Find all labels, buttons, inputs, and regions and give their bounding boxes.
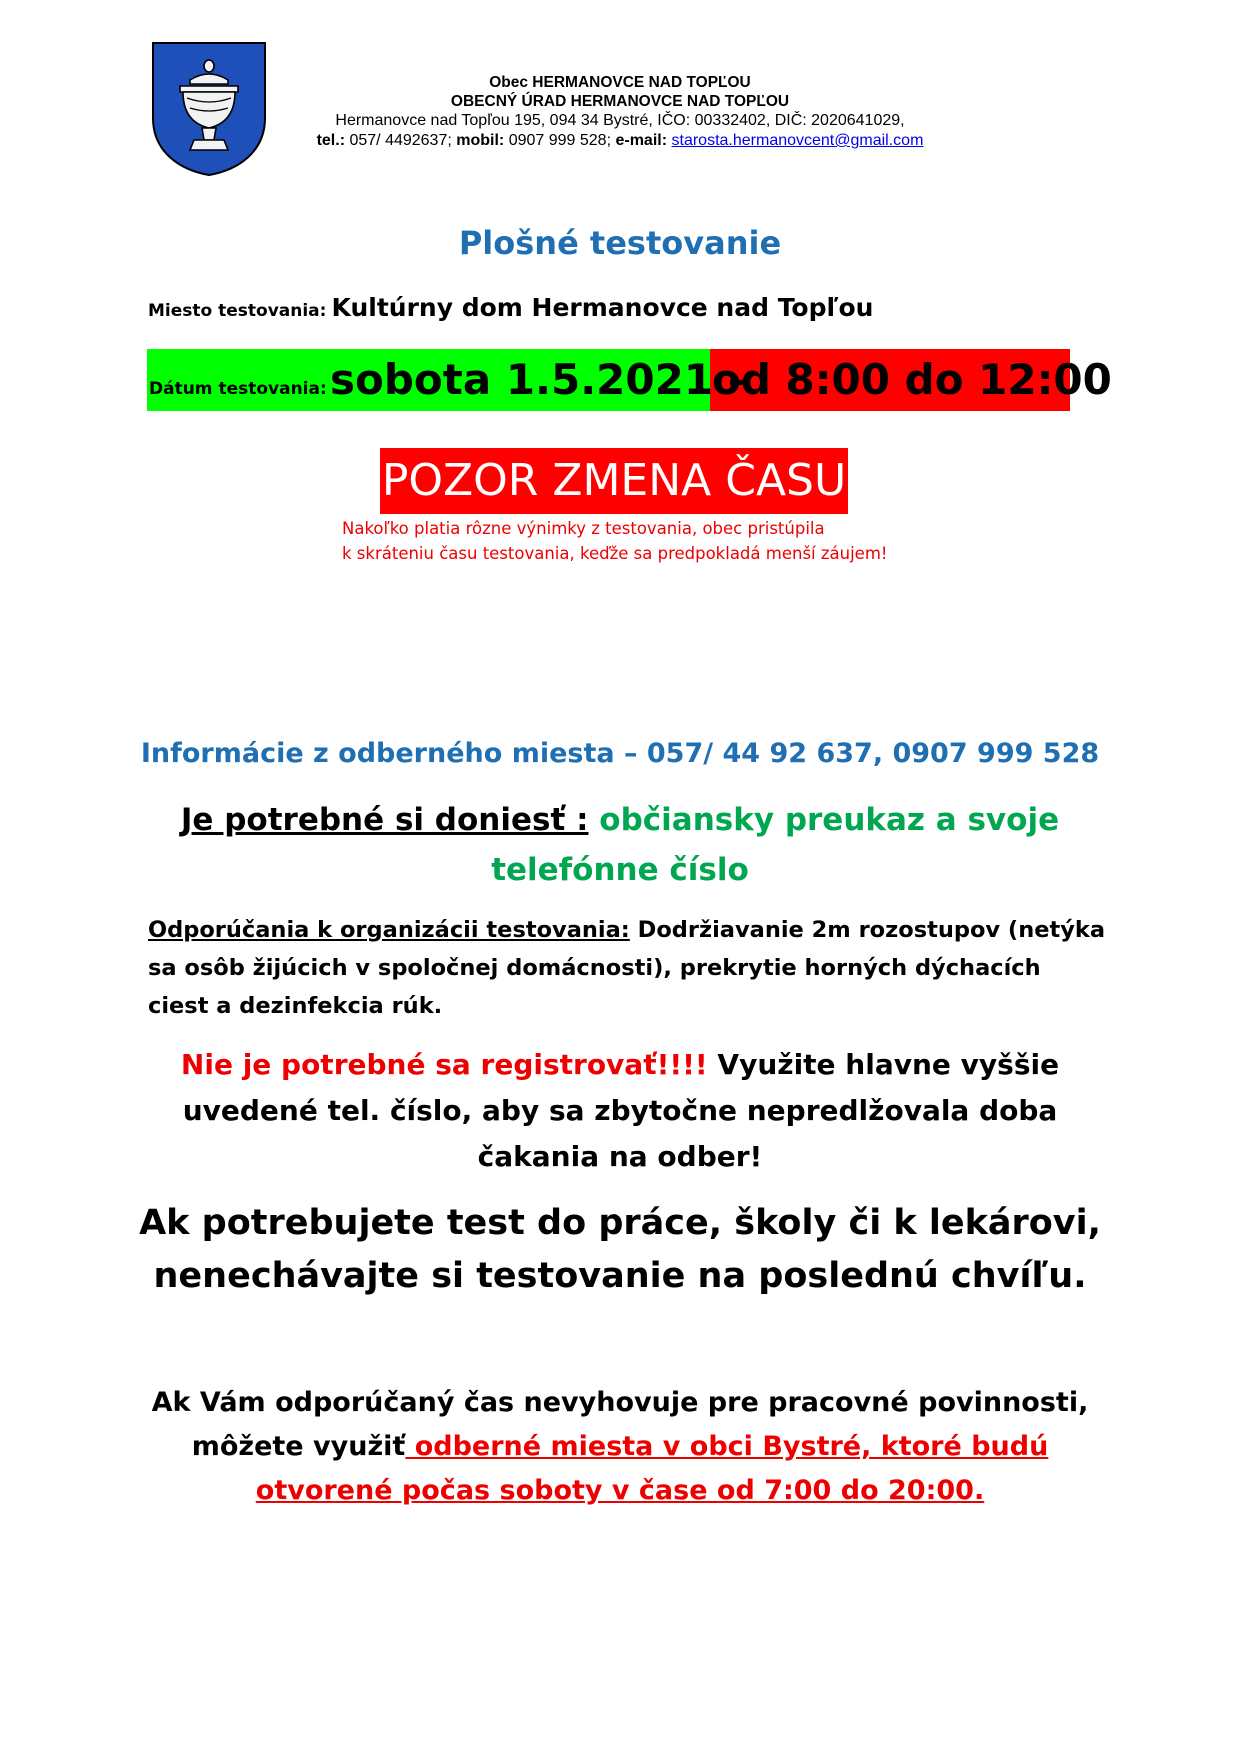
email-link[interactable]: starosta.hermanovcent@gmail.com <box>671 132 924 149</box>
bring-label: Je potrebné si doniesť : <box>180 802 589 838</box>
place-value: Kultúrny dom Hermanovce nad Topľou <box>331 293 874 322</box>
alt-line-1: Ak Vám odporúčaný čas nevyhovuje pre pracovné povinnosti, <box>151 1387 1089 1418</box>
what-to-bring <box>120 795 1120 895</box>
alt-prefix: môžete využiť <box>191 1431 406 1462</box>
mobil-label: mobil: <box>456 132 505 149</box>
tel-value: 057/ 4492637; <box>345 132 457 149</box>
municipality-name: Obec HERMANOVCE NAD TOPĽOU <box>489 74 751 91</box>
recommendations-text: Dodržiavanie 2m rozostupov (netýka sa osôb žijúcich v spoločnej domácnosti), prekrytie horných dýchacích ciest a dezinfekcia rúk. <box>148 917 1106 1019</box>
time-value: od 8:00 do 12:00 <box>712 355 1112 404</box>
time-change-note <box>342 516 962 566</box>
note-line-1: Nakoľko platia rôzne výnimky z testovania, obec pristúpila <box>342 519 825 538</box>
letterhead <box>250 73 990 151</box>
place-label: Miesto testovania: <box>148 301 327 321</box>
time-change-banner: POZOR ZMENA ČASU <box>380 448 848 514</box>
work-note-line-2: nenechávajte si testovanie na poslednú chvíľu. <box>153 1256 1087 1296</box>
testing-place <box>148 293 873 322</box>
no-registration: Nie je potrebné sa registrovať!!!! <box>180 1048 708 1081</box>
email-label: e-mail: <box>615 132 668 149</box>
work-school-note <box>120 1197 1120 1303</box>
alt-site-link: odberné miesta v obci Bystré, ktoré budú otvorené počas soboty v čase od 7:00 do 20:00. <box>255 1431 1049 1506</box>
office-address: Hermanovce nad Topľou 195, 094 34 Bystré, IČO: 00332402, DIČ: 2020641029, <box>335 112 905 129</box>
recommendations <box>148 911 1108 1025</box>
registration-note <box>120 1042 1120 1180</box>
tel-label: tel.: <box>316 132 346 149</box>
page-title: Plošné testovanie <box>458 224 782 262</box>
recommendations-label: Odporúčania k organizácii testovania: <box>148 917 630 943</box>
date-value: sobota 1.5.2021 – <box>330 355 749 404</box>
work-note-line-1: Ak potrebujete test do práce, školy či k lekárovi, <box>139 1203 1101 1243</box>
date-label: Dátum testovania: <box>149 379 327 399</box>
alternative-site-note <box>120 1381 1120 1513</box>
mobil-value: 0907 999 528; <box>504 132 616 149</box>
contact-line <box>250 131 990 151</box>
note-line-2: k skráteniu času testovania, keďže sa predpokladá menší záujem! <box>342 544 888 563</box>
office-name: OBECNÝ ÚRAD HERMANOVCE NAD TOPĽOU <box>450 93 790 110</box>
info-contact: Informácie z odberného miesta – 057/ 44 92 637, 0907 999 528 <box>140 738 1100 769</box>
bring-value: občiansky preukaz a svoje telefónne číslo <box>491 802 1060 888</box>
alt-line-2 <box>120 1425 1120 1513</box>
registration-rest: Využite hlavne vyššie uvedené tel. číslo, aby sa zbytočne nepredlžovala doba čakania na odber! <box>182 1048 1060 1173</box>
